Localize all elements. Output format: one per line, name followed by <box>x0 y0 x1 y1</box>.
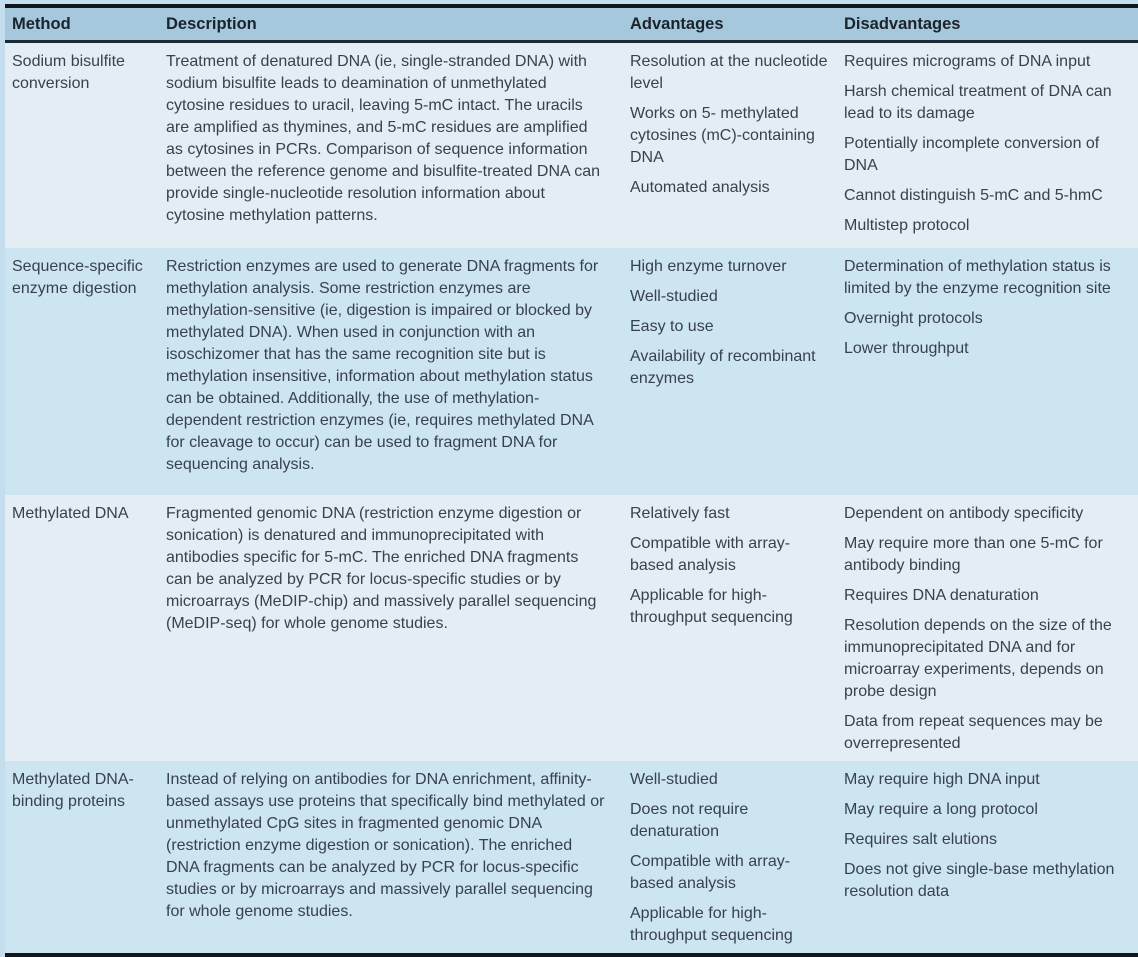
advantages-cell <box>630 42 844 248</box>
column-header-method: Method <box>5 6 166 42</box>
advantage-item: High enzyme turnover <box>630 257 787 275</box>
advantage-item: Availability of recombinant enzymes <box>630 347 816 387</box>
methods-comparison-table <box>5 4 1138 957</box>
table-row <box>5 42 1138 248</box>
description-cell: Instead of relying on antibodies for DNA enrichment, affinity-based assays use proteins that specifically bind methylated or unmethylated CpG sites in fragmented genomic DNA (restriction enzyme digestion or sonication). The enriched DNA fragments can be analyzed by PCR for locus-specific studies or by microarrays and massively parallel sequencing for whole genome studies. <box>166 770 605 920</box>
column-header-description: Description <box>166 6 630 42</box>
disadvantage-item: May require high DNA input <box>844 770 1040 788</box>
advantage-item: Compatible with array-based analysis <box>630 852 791 892</box>
description-cell: Fragmented genomic DNA (restriction enzyme digestion or sonication) is denatured and immunoprecipitated with antibodies specific for 5-mC. The enriched DNA fragments can be analyzed by PCR for locus-specific studies or by microarrays (MeDIP-chip) and massively parallel sequencing (MeDIP-seq) for whole genome studies. <box>166 504 597 632</box>
disadvantage-item: Overnight protocols <box>844 309 983 327</box>
disadvantage-item: Lower throughput <box>844 339 969 357</box>
advantages-cell <box>630 761 844 955</box>
disadvantage-item: Dependent on antibody specificity <box>844 504 1084 522</box>
disadvantage-item: Resolution depends on the size of the immunoprecipitated DNA and for microarray experiments, depends on probe design <box>844 616 1112 700</box>
disadvantages-cell <box>844 761 1138 955</box>
column-header-advantages: Advantages <box>630 6 844 42</box>
table-row <box>5 495 1138 761</box>
table-row <box>5 248 1138 495</box>
header-row <box>5 6 1138 42</box>
description-cell: Restriction enzymes are used to generate DNA fragments for methylation analysis. Some restriction enzymes are methylation-sensitive (ie, digestion is impaired or blocked by methylated DNA). When used in conjunction with an isoschizomer that has the same recognition site but is methylation insensitive, information about methylation status can be obtained. Additionally, the use of methylation-dependent restriction enzymes (ie, requires methylated DNA for cleavage to occur) can be used to fragment DNA for sequencing analysis. <box>166 257 599 473</box>
method-cell: Sodium bisulfite conversion <box>12 53 125 92</box>
table-row <box>5 761 1138 955</box>
disadvantages-cell <box>844 248 1138 495</box>
disadvantage-item: Potentially incomplete conversion of DNA <box>844 135 1100 174</box>
disadvantages-cell <box>844 42 1138 248</box>
disadvantage-item: Requires DNA denaturation <box>844 586 1039 604</box>
methods-comparison-table-frame <box>5 4 1138 957</box>
disadvantage-item: Harsh chemical treatment of DNA can lead to its damage <box>844 83 1112 122</box>
advantage-item: Well-studied <box>630 287 718 305</box>
disadvantage-item: May require more than one 5-mC for antibody binding <box>844 534 1103 574</box>
advantages-cell <box>630 495 844 761</box>
disadvantage-item: Determination of methylation status is limited by the enzyme recognition site <box>844 257 1111 297</box>
disadvantage-item: Requires salt elutions <box>844 830 997 848</box>
disadvantage-item: Multistep protocol <box>844 217 970 234</box>
advantage-item: Does not require denaturation <box>630 800 749 840</box>
disadvantage-item: Requires micrograms of DNA input <box>844 53 1091 70</box>
disadvantage-item: Data from repeat sequences may be overrepresented <box>844 712 1103 752</box>
advantage-item: Automated analysis <box>630 179 770 196</box>
description-cell: Treatment of denatured DNA (ie, single-stranded DNA) with sodium bisulfite leads to deamination of unmethylated cytosine residues to uracil, leaving 5-mC intact. The uracils are amplified as thymines, and 5-mC residues are amplified as cytosines in PCRs. Comparison of sequence information between the reference genome and bisulfite-treated DNA can provide single-nucleotide resolution information about cytosine methylation patterns. <box>166 53 601 224</box>
advantages-cell <box>630 248 844 495</box>
disadvantage-item: Cannot distinguish 5-mC and 5-hmC <box>844 187 1103 204</box>
disadvantage-item: Does not give single-base methylation resolution data <box>844 860 1115 900</box>
method-cell: Methylated DNA <box>12 504 129 522</box>
method-cell: Sequence-specific enzyme digestion <box>12 257 143 297</box>
advantage-item: Applicable for high-throughput sequencing <box>630 904 793 944</box>
disadvantage-item: May require a long protocol <box>844 800 1038 818</box>
advantage-item: Well-studied <box>630 770 718 788</box>
column-header-disadvantages: Disadvantages <box>844 6 1138 42</box>
advantage-item: Easy to use <box>630 317 714 335</box>
advantage-item: Relatively fast <box>630 504 730 522</box>
advantage-item: Applicable for high-throughput sequencing <box>630 586 793 626</box>
advantage-item: Resolution at the nucleotide level <box>630 53 828 92</box>
advantage-item: Compatible with array-based analysis <box>630 534 791 574</box>
disadvantages-cell <box>844 495 1138 761</box>
advantage-item: Works on 5- methylated cytosines (mC)-containing DNA <box>630 105 815 166</box>
method-cell: Methylated DNA-binding proteins <box>12 770 134 810</box>
